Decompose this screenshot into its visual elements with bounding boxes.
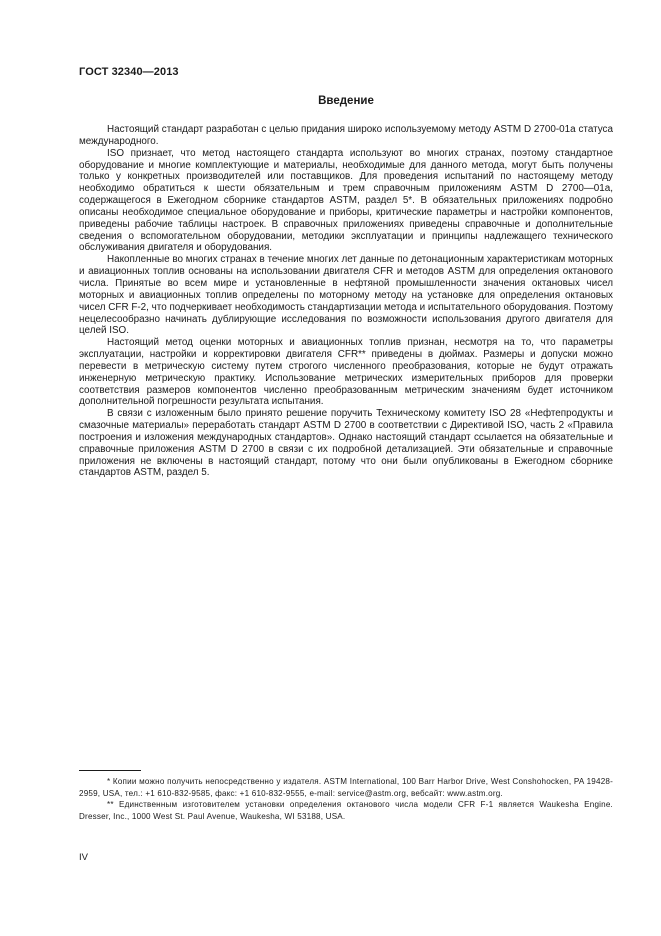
section-title: Введение (318, 95, 374, 107)
body-text (79, 124, 613, 479)
paragraph-4: Настоящий метод оценки моторных и авиационных топлив признан, несмотря на то, что параметры эксплуатации, настройки и корректировки двигателя CFR** приведены в дюймах. Размеры и допуски можно перевести в метрическую систему путем строгого численного преобразования, которые не будут отражать инженерную метрическую практику. Использование метрических измерительных приборов для проверки соответствия размеров компонентов численно преобразованным метрическим значениям будет источником дополнительной погрешности результата испытания. (79, 337, 613, 408)
footnote-2: ** Единственным изготовителем установки определения октанового числа модели CFR F-1 является Waukesha Engine. Dresser, Inc., 1000 West St. Paul Avenue, Waukesha, WI 53188, USA. (79, 800, 613, 822)
paragraph-3: Накопленные во многих странах в течение многих лет данные по детонационным характеристикам моторных и авиационных топлив основаны на использовании двигателя CFR и методов ASTM для определения октанового числа. Принятые во всем мире и установленные в нефтяной промышленности значения октановых чисел моторных и авиационных топлив определены по моторному методу на установке для определения октановых чисел CFR F-2, что подчеркивает необходимость стандартизации метода и испытательного оборудования. Поэтому нецелесообразно начинать дублирующие исследования по возможности использования другого двигателя для целей ISO. (79, 254, 613, 337)
paragraph-1: Настоящий стандарт разработан с целью придания широко используемому методу ASTM D 2700-01a статуса международного. (79, 124, 613, 147)
page-number: IV (79, 852, 88, 863)
paragraph-2: ISO признает, что метод настоящего стандарта используют во многих странах, поэтому стандартное оборудование и многие комплектующие и материалы, необходимые для данного метода, могут быть получены только у конкретных производителей или поставщиков. Для проведения испытаний по настоящему методу необходимо обратиться к шести обязательным и трем справочным приложениям ASTM D 2700—01a, содержащегося в Ежегодном сборнике стандартов ASTM, раздел 5*. В обязательных приложениях подробно описаны необходимое специальное оборудование и приборы, критические параметры и настройки компонентов, приведены рабочие таблицы настроек. В справочных приложениях приведены справочные и дополнительные сведения о вспомогательном оборудовании, методики эксплуатации и принципы надлежащего технического обслуживания двигателя и оборудования. (79, 147, 613, 254)
footnote-separator (79, 770, 141, 771)
document-header: ГОСТ 32340—2013 (79, 66, 179, 78)
footnote-1: * Копии можно получить непосредственно у издателя. ASTM International, 100 Barr Harbor Drive, West Conshohocken, PA 19428-2959, USA, тел.: +1 610-832-9585, факс: +1 610-832-9555, e-mail: service@astm.org, вебсайт: www.astm.org. (79, 777, 613, 798)
paragraph-5: В связи с изложенным было принято решение поручить Техническому комитету ISO 28 «Нефтепродукты и смазочные материалы» переработать стандарт ASTM D 2700 в соответствии с Директивой ISO, часть 2 «Правила построения и изложения международных стандартов». Однако настоящий стандарт ссылается на обязательные и справочные приложения ASTM D 2700 в связи с их подробной детализацией. Эти обязательные и справочные приложения не включены в настоящий стандарт, потому что они были опубликованы в Ежегодном сборнике стандартов ASTM, раздел 5. (79, 408, 613, 479)
footnotes (79, 776, 613, 823)
